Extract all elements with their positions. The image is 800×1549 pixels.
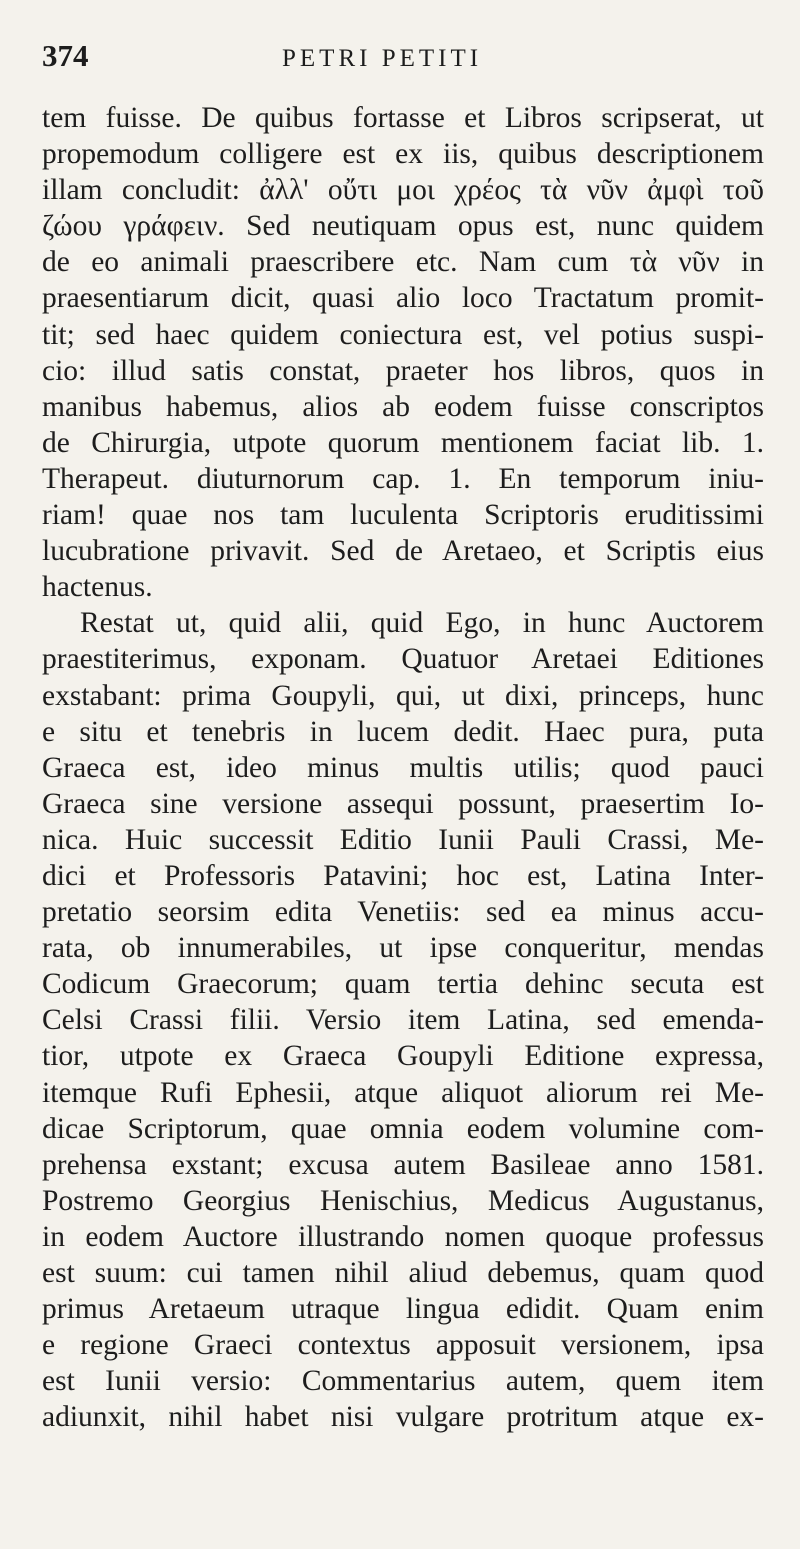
text-line: Graeca est, ideo minus multis utilis; quod pauci — [42, 751, 764, 784]
text-line: Therapeut. diuturnorum cap. 1. En temporum iniu- — [42, 462, 764, 495]
text-line: est Iunii versio: Commentarius autem, quem item — [42, 1365, 764, 1398]
text-line: de eo animali praescribere etc. Nam cum τὰ νῦν in — [42, 246, 764, 279]
text-line: exstabant: prima Goupyli, qui, ut dixi, princeps, hunc — [42, 679, 764, 712]
text-line: de Chirurgia, utpote quorum mentionem faciat lib. 1. — [42, 426, 764, 459]
text-line: manibus habemus, alios ab eodem fuisse conscriptos — [42, 390, 764, 423]
text-line: cio: illud satis constat, praeter hos libros, quos in — [42, 354, 764, 387]
page-header — [42, 38, 764, 90]
body-text — [42, 100, 764, 1435]
text-line: itemque Rufi Ephesii, atque aliquot aliorum rei Me- — [42, 1076, 764, 1109]
text-line: tit; sed haec quidem coniectura est, vel potius suspi- — [42, 318, 764, 351]
text-line: prehensa exstant; excusa autem Basileae anno 1581. — [42, 1148, 764, 1181]
running-head: PETRI PETITI — [282, 45, 483, 72]
page-number: 374 — [42, 38, 89, 73]
text-line: Graeca sine versione assequi possunt, praesertim Io- — [42, 787, 764, 820]
text-line: rata, ob innumerabiles, ut ipse conqueritur, mendas — [42, 932, 764, 965]
text-line: nica. Huic successit Editio Iunii Pauli Crassi, Me- — [42, 823, 764, 856]
text-line: Codicum Graecorum; quam tertia dehinc secuta est — [42, 968, 764, 1001]
text-line: e situ et tenebris in lucem dedit. Haec pura, puta — [42, 715, 764, 748]
text-line: Restat ut, quid alii, quid Ego, in hunc Auctorem — [80, 607, 764, 640]
text-line: dicae Scriptorum, quae omnia eodem volumine com- — [42, 1112, 764, 1145]
text-line: tem fuisse. De quibus fortasse et Libros scripserat, ut — [42, 102, 764, 134]
text-line: ζώου γράφειν. Sed neutiquam opus est, nunc quidem — [42, 210, 764, 243]
text-line: hactenus. — [42, 571, 153, 604]
text-line: e regione Graeci contextus apposuit versionem, ipsa — [42, 1329, 764, 1362]
text-line: adiunxit, nihil habet nisi vulgare protritum atque ex- — [42, 1401, 764, 1434]
text-line: primus Aretaeum utraque lingua edidit. Quam enim — [42, 1293, 764, 1326]
text-line: tior, utpote ex Graeca Goupyli Editione expressa, — [42, 1040, 764, 1073]
text-line: propemodum colligere est ex iis, quibus descriptionem — [42, 138, 764, 171]
text-line: illam concludit: ἀλλ' οὔτι μοι χρέος τὰ νῦν ἀμφὶ τοῦ — [42, 174, 764, 207]
text-line: pretatio seorsim edita Venetiis: sed ea minus accu- — [42, 896, 764, 929]
text-line: in eodem Auctore illustrando nomen quoque professus — [42, 1220, 764, 1253]
text-line: Celsi Crassi filii. Versio item Latina, sed emenda- — [42, 1004, 764, 1037]
text-line: dici et Professoris Patavini; hoc est, Latina Inter- — [42, 859, 764, 892]
text-line: praesentiarum dicit, quasi alio loco Tractatum promit- — [42, 282, 764, 315]
text-line: praestiterimus, exponam. Quatuor Aretaei Editiones — [42, 643, 764, 676]
text-line: lucubratione privavit. Sed de Aretaeo, et Scriptis eius — [42, 535, 764, 568]
text-line: Postremo Georgius Henischius, Medicus Augustanus, — [42, 1184, 764, 1217]
text-line: riam! quae nos tam luculenta Scriptoris eruditissimi — [42, 499, 764, 532]
text-line: est suum: cui tamen nihil aliud debemus, quam quod — [42, 1257, 764, 1289]
